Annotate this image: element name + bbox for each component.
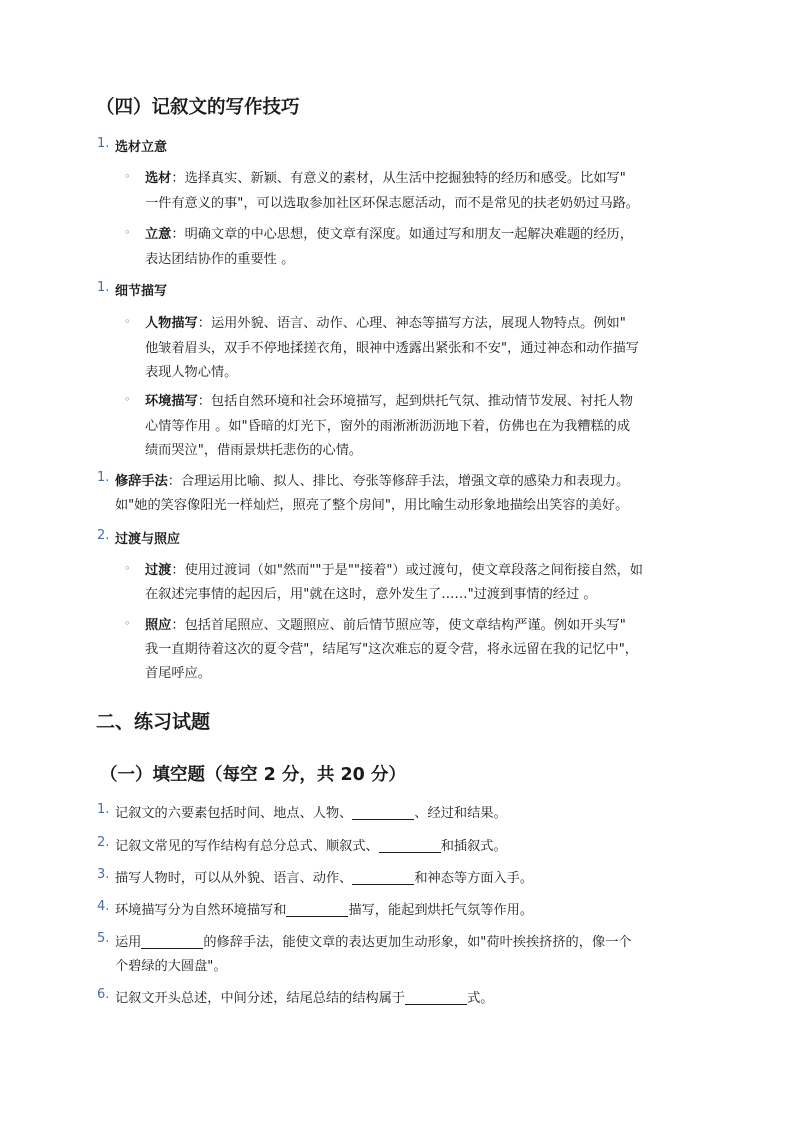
question-line [115, 835, 507, 854]
term-label: 立意 [145, 227, 172, 242]
question-text: 和神态等方面入手。 [414, 871, 534, 886]
paragraph-text: 在叙述完事情的起因后，用"就在这时，意外发生了……"过渡到事情的经过 。 [145, 587, 597, 602]
question-number: 2. [97, 835, 110, 850]
answer-blank[interactable] [405, 992, 467, 1005]
term-separator: ： [171, 171, 185, 186]
sub-item-line [145, 167, 626, 186]
sub-item-line [145, 390, 633, 409]
bullet-icon: ◦ [124, 315, 131, 328]
term-separator: ： [171, 563, 185, 578]
term-separator: ： [171, 227, 185, 242]
question-line [115, 987, 494, 1006]
term-separator: ： [197, 316, 211, 331]
question-text: 运用 [115, 935, 142, 950]
term-label: 过渡 [145, 563, 172, 578]
paragraph-text: 我一直期待着这次的夏令营"，结尾写"这次难忘的夏令营，将永远留在我的记忆中"， [145, 642, 638, 657]
question-line [115, 931, 631, 950]
sub-item-line [145, 559, 643, 578]
question-text: 和插叙式。 [440, 839, 507, 854]
paragraph-text: 包括首尾照应、文题照应、前后情节照应等，使文章结构严谨。例如开头写" [184, 618, 626, 633]
term-separator: ： [167, 474, 181, 489]
answer-blank[interactable] [379, 840, 441, 853]
sub-item-line [145, 223, 633, 242]
list-item-title: 选材立意 [115, 140, 168, 155]
question-text: 个碧绿的大圆盘"。 [115, 959, 227, 974]
answer-blank[interactable] [352, 807, 414, 820]
question-text: 记叙文常见的写作结构有总分总式、顺叙式、 [115, 839, 379, 854]
answer-blank[interactable] [141, 936, 203, 949]
paragraph-text: 心情等作用 。如"昏暗的灯光下，窗外的雨淅淅沥沥地下着，仿佛也在为我糟糕的成 [145, 419, 631, 434]
term-label: 人物描写 [145, 316, 198, 331]
question-line [115, 899, 533, 918]
paragraph-text: 使用过渡词（如"然而""于是""接着"）或过渡句，使文章段落之间衔接自然，如 [184, 563, 643, 578]
list-number: 1. [97, 280, 110, 295]
question-number: 4. [97, 899, 110, 914]
term-separator: ： [197, 394, 211, 409]
sub-item-line [145, 312, 626, 331]
bullet-icon: ◦ [124, 226, 131, 239]
question-number: 5. [97, 931, 110, 946]
question-text: 的修辞手法，能使文章的表达更加生动形象，如"荷叶挨挨挤挤的，像一个 [203, 935, 632, 950]
paragraph-text: 明确文章的中心思想，使文章有深度。如通过写和朋友一起解决难题的经历， [184, 227, 633, 242]
answer-blank[interactable] [286, 904, 348, 917]
paragraph-text: 一件有意义的事"，可以选取参加社区环保志愿活动，而不是常见的扶老奶奶过马路。 [145, 196, 639, 211]
paragraph-text: 合理运用比喻、拟人、排比、夸张等修辞手法，增强文章的感染力和表现力。 [180, 474, 630, 489]
answer-blank[interactable] [352, 872, 414, 885]
subsection-heading: （一）填空题（每空 2 分，共 20 分） [100, 765, 406, 785]
list-number: 1. [97, 136, 110, 151]
paragraph-text: 如"她的笑容像阳光一样灿烂，照亮了整个房间"，用比喻生动形象地描绘出笑容的美好。 [115, 498, 629, 513]
section-heading: （四）记叙文的写作技巧 [96, 97, 300, 118]
paragraph-text: 表达团结协作的重要性 。 [145, 252, 295, 267]
question-text: 环境描写分为自然环境描写和 [115, 903, 287, 918]
term-label: 照应 [145, 618, 172, 633]
question-text: 记叙文开头总述，中间分述，结尾总结的结构属于 [115, 991, 406, 1006]
list-number: 1. [97, 470, 110, 485]
bullet-icon: ◦ [124, 393, 131, 406]
question-text: 描写，能起到烘托气氛等作用。 [348, 903, 534, 918]
paragraph-text: 表现人物心情。 [145, 365, 238, 380]
paragraph-text: 首尾呼应。 [145, 666, 211, 681]
question-text: 描写人物时，可以从外貌、语言、动作、 [115, 871, 353, 886]
question-number: 1. [97, 802, 110, 817]
term-separator: ： [171, 618, 185, 633]
term-label: 修辞手法 [115, 474, 168, 489]
list-number: 2. [97, 528, 110, 543]
question-text: 记叙文的六要素包括时间、地点、人物、 [115, 806, 353, 821]
paragraph-text: 运用外貌、语言、动作、心理、神态等描写方法，展现人物特点。例如" [210, 316, 626, 331]
bullet-icon: ◦ [124, 617, 131, 630]
list-item-line [115, 470, 629, 489]
list-item-title: 过渡与照应 [115, 532, 181, 547]
list-item-title: 细节描写 [115, 284, 168, 299]
paragraph-text: 他皱着眉头，双手不停地揉搓衣角，眼神中透露出紧张和不安"，通过神态和动作描写 [145, 341, 639, 356]
paragraph-text: 绩而哭泣"，借雨景烘托悲伤的心情。 [145, 443, 363, 458]
term-label: 选材 [145, 171, 172, 186]
question-line [115, 867, 533, 886]
bullet-icon: ◦ [124, 562, 131, 575]
term-label: 环境描写 [145, 394, 198, 409]
question-number: 6. [97, 987, 110, 1002]
question-text: 式。 [467, 991, 494, 1006]
paragraph-text: 选择真实、新颖、有意义的素材，从生活中挖掘独特的经历和感受。比如写" [184, 171, 626, 186]
section-heading: 二、练习试题 [96, 711, 211, 733]
bullet-icon: ◦ [124, 170, 131, 183]
question-number: 3. [97, 867, 110, 882]
paragraph-text: 包括自然环境和社会环境描写，起到烘托气氛、推动情节发展、衬托人物 [210, 394, 633, 409]
question-text: 、经过和结果。 [414, 806, 507, 821]
question-line [115, 802, 507, 821]
sub-item-line [145, 614, 626, 633]
